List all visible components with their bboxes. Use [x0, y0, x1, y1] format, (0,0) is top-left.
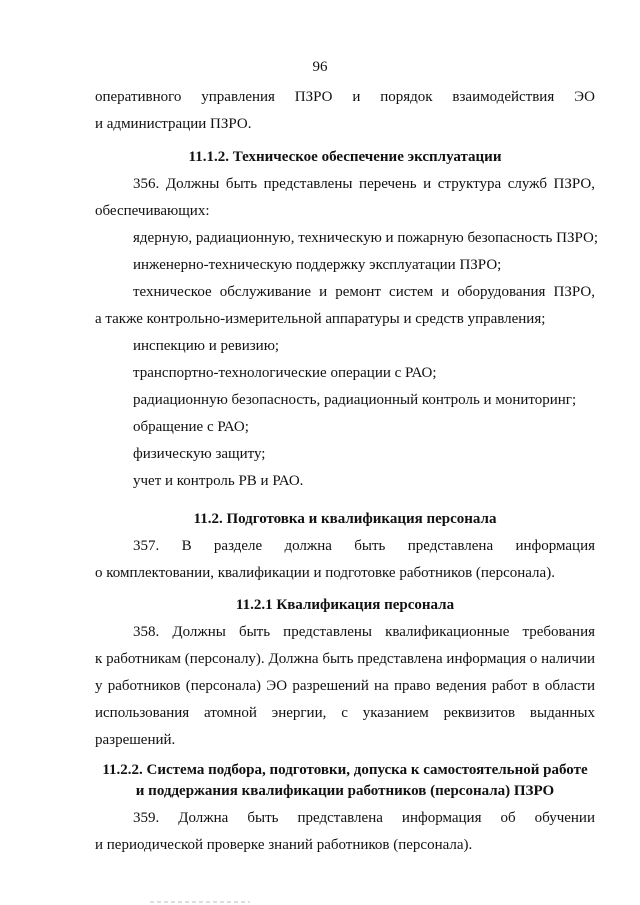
- list-item: обращение с РАО;: [133, 419, 249, 435]
- list-item: техническое обслуживание и ремонт систем и оборудования ПЗРО,: [133, 284, 595, 300]
- text-line: и администрации ПЗРО.: [95, 116, 252, 132]
- paragraph-line: обеспечивающих:: [95, 203, 210, 219]
- scan-edge-line: [0, 901, 640, 903]
- list-item: ядерную, радиационную, техническую и пожарную безопасность ПЗРО;: [133, 230, 599, 246]
- paragraph-line: разрешений.: [95, 732, 176, 748]
- list-item: радиационную безопасность, радиационный контроль и мониторинг;: [133, 392, 577, 408]
- paragraph-line: 359. Должна быть представлена информация об обучении: [133, 810, 595, 826]
- paragraph-line: 357. В разделе должна быть представлена информация: [133, 538, 595, 554]
- list-item: инженерно-техническую поддержку эксплуатации ПЗРО;: [133, 257, 502, 273]
- list-item: инспекцию и ревизию;: [133, 338, 280, 354]
- paragraph-line: у работников (персонала) ЭО разрешений на право ведения работ в области: [95, 678, 595, 694]
- list-item: а также контрольно-измерительной аппаратуры и средств управления;: [95, 311, 546, 327]
- page-content: [95, 84, 599, 859]
- paragraph-line: и периодической проверке знаний работников (персонала).: [95, 837, 473, 853]
- section-heading: 11.2.1 Квалификация персонала: [235, 597, 455, 613]
- list-item: физическую защиту;: [133, 446, 266, 462]
- paragraph-line: о комплектовании, квалификации и подготовке работников (персонала).: [95, 565, 555, 581]
- section-heading: 11.1.2. Техническое обеспечение эксплуатации: [188, 149, 502, 165]
- page-number: 96: [312, 59, 328, 75]
- section-heading: 11.2. Подготовка и квалификация персонала: [193, 511, 497, 527]
- paragraph-line: к работникам (персоналу). Должна быть представлена информация о наличии: [95, 651, 595, 667]
- paragraph-line: 358. Должны быть представлены квалификационные требования: [133, 624, 595, 640]
- text-line: оперативного управления ПЗРО и порядок взаимодействия ЭО: [95, 89, 595, 105]
- paragraph-line: использования атомной энергии, с указанием реквизитов выданных: [95, 705, 595, 721]
- list-item: транспортно-технологические операции с РАО;: [133, 365, 437, 381]
- list-item: учет и контроль РВ и РАО.: [133, 473, 304, 489]
- section-heading: и поддержания квалификации работников (персонала) ПЗРО: [135, 783, 555, 799]
- section-heading: 11.2.2. Система подбора, подготовки, допуска к самостоятельной работе: [102, 762, 588, 778]
- paragraph-line: 356. Должны быть представлены перечень и структура служб ПЗРО,: [133, 176, 595, 192]
